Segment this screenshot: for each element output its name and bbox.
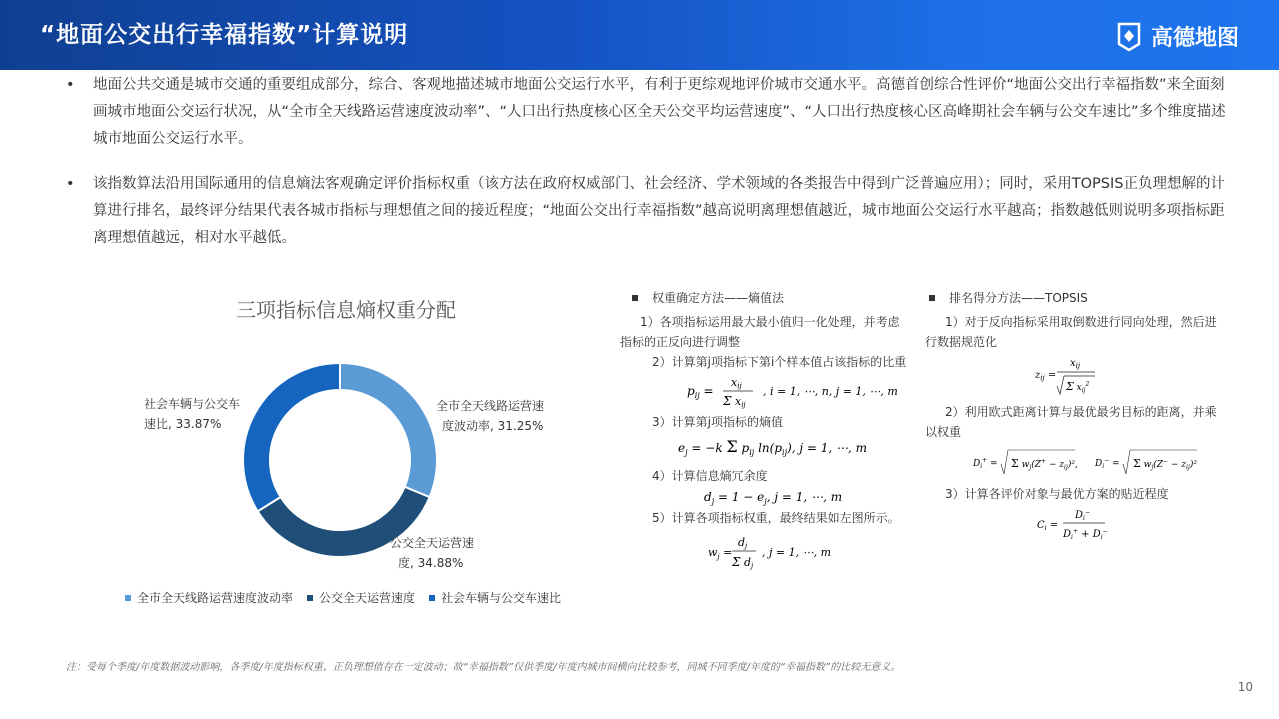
bullet-list xyxy=(66,72,1226,252)
square-bullet-icon xyxy=(929,295,935,301)
bullet-item xyxy=(66,171,1226,252)
legend-item xyxy=(307,589,415,606)
svg-text:Di−: $D_i^-$ xyxy=(1075,509,1090,522)
data-label-line: 速比, 33.87% xyxy=(144,417,222,431)
step-text: 3）计算各评价对象与最优方案的贴近程度 xyxy=(945,487,1169,501)
data-label-slice-3 xyxy=(144,394,240,434)
svg-text:pij =: $p_{ij}$ = xyxy=(686,384,714,400)
step-text: 1）各项指标运用最大最小值归一化处理，并考虑 xyxy=(640,315,900,329)
formula-distance xyxy=(925,442,1225,484)
bullet-text: 地面公共交通是城市交通的重要组成部分，综合、客观地描述城市地面公交运行水平，有利于更综观地评价城市交通水平。高德首创综合性评价“地面公交出行幸福指数”来全面刻画城市地面公交运行状况，从“全市全天线路运营速度波动率”、“人口出行热度核心区全天公交平均运营速度”、“人口出行热度核心区高峰期社会车辆与公交车速比”多个维度描述城市地面公交运行水平。 xyxy=(93,77,1226,147)
section-header-text: 排名得分方法——TOPSIS xyxy=(949,291,1088,305)
svg-text:xij: xij xyxy=(730,376,742,390)
data-label-line: 度, 34.88% xyxy=(398,556,464,570)
legend-swatch xyxy=(429,595,435,601)
formula-redundancy xyxy=(620,486,915,508)
logo xyxy=(1113,20,1239,52)
legend-label: 社会车辆与公交车速比 xyxy=(441,591,562,605)
legend-item xyxy=(429,589,561,606)
bullet-marker: • xyxy=(66,77,75,93)
step-text: 以权重 xyxy=(925,425,962,439)
formula-proportion xyxy=(620,372,915,412)
svg-text:zij =: $z_{ij}$ = xyxy=(1035,370,1057,382)
bullet-text: 该指数算法沿用国际通用的信息熵法客观确定评价指标权重（该方法在政府权威部门、社会经济、学术领域的各类报告中得到广泛普遍应用）；同时，采用TOPSIS正负理想解的计算进行排名，最终评分结果代表各城市指标与理想值之间的接近程度；“地面公交出行幸福指数”越高说明离理想值越近，城市地面公交运行水平越高；指数越低则说明多项指标距离理想值越远，相对水平越低。 xyxy=(93,176,1225,246)
data-label-line: 公交全天运营速 xyxy=(390,536,475,550)
svg-text:Σ xij2: Σ xij$^2$ xyxy=(1066,380,1090,394)
svg-text:, j = 1, ⋯, m: , j = 1, ⋯, m xyxy=(761,546,831,559)
formula-weight xyxy=(620,528,915,576)
svg-text:ej = −k Σ pij ln(pij), j = 1: $e_j = -k$ Σ $p_{ij}$ $\ln(p_{ij})$, j = 1, ⋯, m xyxy=(677,437,867,457)
legend-item xyxy=(125,589,293,606)
svg-text:Σ xij: Σ xij xyxy=(722,394,746,409)
entropy-method-section xyxy=(620,288,915,576)
section-header-text: 权重确定方法——熵值法 xyxy=(652,291,785,305)
chart-title: 三项指标信息熵权重分配 xyxy=(236,298,456,322)
step-text: 2）计算第j项指标下第i个样本值占该指标的比重 xyxy=(652,355,907,369)
formula-entropy xyxy=(620,432,915,466)
header-bar xyxy=(0,0,1279,70)
logo-text: 高德地图 xyxy=(1150,25,1239,51)
svg-text:Di− =: $D_i^-$ = xyxy=(1095,457,1120,470)
legend-label: 全市全天线路运营速度波动率 xyxy=(137,591,294,605)
bullet-item xyxy=(66,72,1226,153)
data-label-line: 度波动率, 31.25% xyxy=(442,419,544,433)
formula-normalization xyxy=(925,352,1225,402)
svg-text:Di+ =: $D_i^+$ = xyxy=(973,457,998,470)
svg-text:Σ wj(Z+ − zij)²,: Σ $w_j(Z^+ - z_{ij})^2$, xyxy=(1011,457,1078,471)
legend-swatch xyxy=(125,595,131,601)
step-text: 4）计算信息熵冗余度 xyxy=(652,469,768,483)
step-text: 1）对于反向指标采用取倒数进行同向处理，然后进 xyxy=(945,315,1217,329)
section-header xyxy=(925,288,1225,308)
logo-icon xyxy=(1113,20,1145,52)
topsis-method-section xyxy=(925,288,1225,544)
formula-closeness xyxy=(925,504,1225,544)
svg-text:xij: $x_{ij}$ xyxy=(1070,358,1081,370)
step-text: 2）利用欧式距离计算与最优最劣目标的距离，并乘 xyxy=(945,405,1217,419)
chart-legend xyxy=(125,589,561,606)
data-label-line: 社会车辆与公交车 xyxy=(144,397,241,411)
step-text: 指标的正反向进行调整 xyxy=(620,335,741,349)
footnote: 注：受每个季度/年度数据波动影响，各季度/年度指标权重、正负理想值存在一定波动；故“幸福指数”仅供季度/年度内城市间横向比较参考，同城不同季度/年度的“幸福指数”的比较无意义。 xyxy=(66,662,901,673)
square-bullet-icon xyxy=(632,295,638,301)
svg-text:dj = 1 − ej, j = 1, ⋯, m: $d_j = 1 - e_j$, j = 1, ⋯, m xyxy=(703,490,842,506)
page-number: 10 xyxy=(1237,680,1253,694)
data-label-slice-1 xyxy=(436,396,544,436)
section-header xyxy=(620,288,915,308)
legend-swatch xyxy=(307,595,313,601)
data-label-line: 全市全天线路运营速 xyxy=(436,399,545,413)
svg-text:, i = 1, ⋯, n, j = 1, ⋯, m: , i = 1, ⋯, n, j = 1, ⋯, m xyxy=(762,385,898,398)
step-text: 行数据规范化 xyxy=(925,335,998,349)
data-label-slice-2 xyxy=(390,533,474,573)
svg-text:dj: dj xyxy=(737,536,747,550)
donut-slice-1 xyxy=(340,363,437,497)
bullet-marker: • xyxy=(66,176,75,192)
svg-text:Σ wj(Z− − zij)²: Σ $w_j(Z^- - z_{ij})^2$ xyxy=(1133,457,1197,471)
svg-text:wj =: $w_j$ = xyxy=(707,546,732,561)
svg-text:Ci =: $C_i$ = xyxy=(1037,520,1059,532)
step-text: 3）计算第j项指标的熵值 xyxy=(652,415,783,429)
step-text: 5）计算各项指标权重，最终结果如左图所示。 xyxy=(652,511,900,525)
svg-text:Σ dj: Σ dj xyxy=(731,555,753,570)
legend-label: 公交全天运营速度 xyxy=(319,591,416,605)
page-title: “地面公交出行幸福指数”计算说明 xyxy=(40,22,409,48)
svg-text:Di+ + Di−: $D_i^+ + D_i^-$ xyxy=(1063,528,1108,541)
donut-slice-3 xyxy=(243,363,340,511)
